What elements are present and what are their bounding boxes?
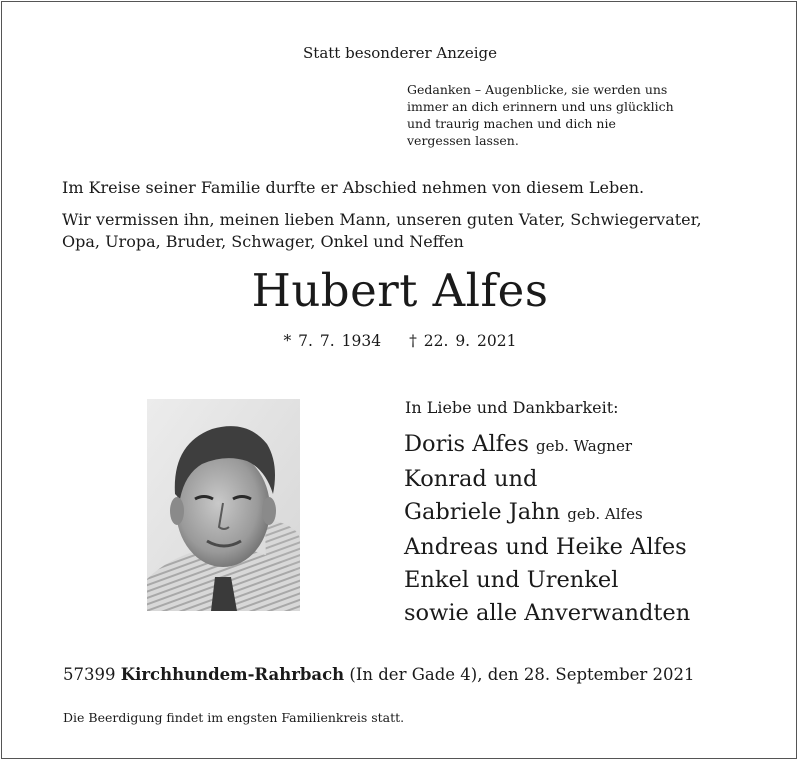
mourner-name: Gabriele Jahn [404, 499, 561, 525]
address-line [63, 665, 695, 684]
deceased-name: Hubert Alfes [251, 264, 549, 317]
mourner-line: Konrad und [404, 466, 538, 492]
birth-date: * 7. 7. 1934 [283, 332, 382, 350]
mourner-line: Enkel und Urenkel [404, 567, 619, 593]
maiden-name-note: geb. Wagner [536, 437, 633, 455]
mourners-intro: In Liebe und Dankbarkeit: [405, 398, 619, 417]
maiden-name-note: geb. Alfes [567, 505, 643, 523]
header-line: Statt besonderer Anzeige [303, 44, 497, 62]
intro-block [62, 209, 702, 253]
intro-line-2: Wir vermissen ihn, meinen lieben Mann, unseren guten Vater, Schwiegervater, [62, 210, 702, 229]
life-dates [2, 332, 798, 350]
funeral-note: Die Beerdigung findet im engsten Familienkreis statt. [63, 710, 405, 725]
mourner-line [404, 428, 690, 463]
portrait-photo [147, 399, 300, 611]
poem-line: Gedanken – Augenblicke, sie werden uns [407, 82, 668, 97]
intro-line-1: Im Kreise seiner Familie durfte er Abschied nehmen von diesem Leben. [62, 178, 645, 197]
poem [407, 81, 674, 149]
poem-line: immer an dich erinnern und uns glücklich [407, 99, 674, 114]
obituary-notice [1, 1, 797, 759]
mourner-line: sowie alle Anverwandten [404, 600, 691, 626]
address-zip: 57399 [63, 665, 116, 684]
intro-line-3: Opa, Uropa, Bruder, Schwager, Onkel und Neffen [62, 232, 464, 251]
death-date: † 22. 9. 2021 [409, 332, 517, 350]
mourners-list [404, 428, 690, 630]
poem-line: und traurig machen und dich nie [407, 116, 616, 131]
mourner-line: Andreas und Heike Alfes [404, 534, 687, 560]
mourner-line [404, 496, 690, 531]
poem-line: vergessen lassen. [407, 133, 519, 148]
address-city: Kirchhundem-Rahrbach [120, 665, 345, 684]
address-street-date: (In der Gade 4), den 28. September 2021 [349, 665, 695, 684]
mourner-name: Doris Alfes [404, 431, 529, 457]
portrait-image [147, 399, 300, 611]
